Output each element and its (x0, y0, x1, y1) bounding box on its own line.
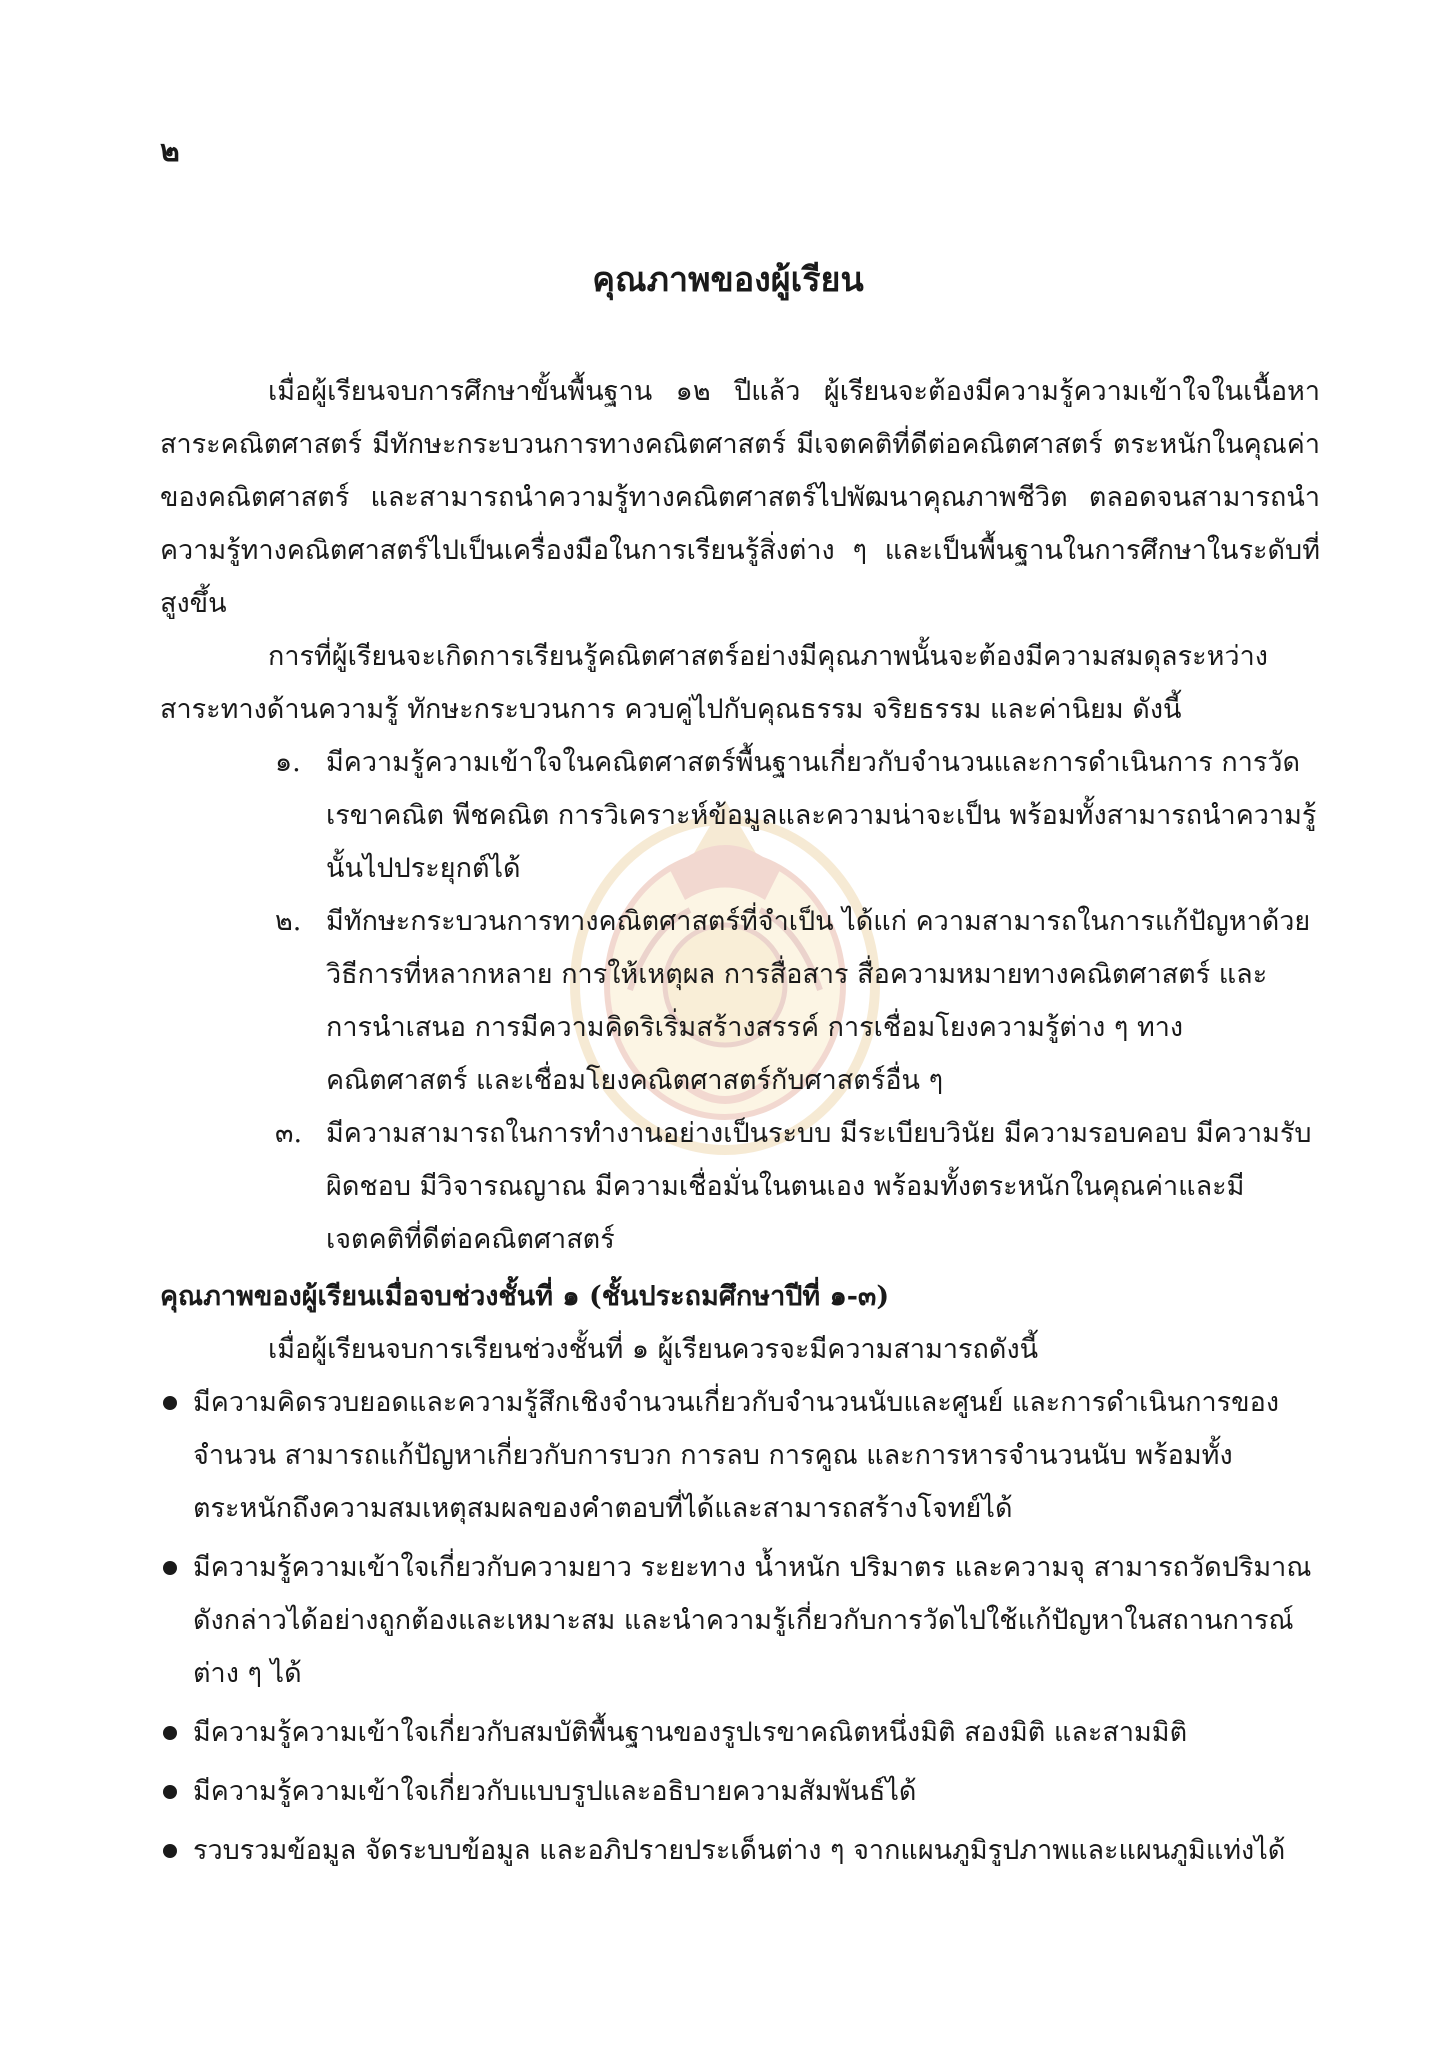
document-body (160, 365, 1320, 1883)
bullet-item-text: รวบรวมข้อมูล จัดระบบข้อมูล และอภิปรายประเด็นต่าง ๆ จากแผนภูมิรูปภาพและแผนภูมิแท่งได้ (193, 1835, 1286, 1866)
bullet-icon (163, 1785, 177, 1799)
bullet-item (160, 1541, 1320, 1700)
page-number: ๒ (160, 134, 180, 169)
section-heading: คุณภาพของผู้เรียนเมื่อจบช่วงชั้นที่ ๑ (ชั้นประถมศึกษาปีที่ ๑-๓) (160, 1281, 890, 1312)
bullet-item-text: มีความรู้ความเข้าใจเกี่ยวกับสมบัติพื้นฐานของรูปเรขาคณิตหนึ่งมิติ สองมิติ และสามมิติ (193, 1717, 1188, 1748)
bullet-icon (163, 1726, 177, 1740)
list-item (275, 1107, 1320, 1266)
intro-paragraph: เมื่อผู้เรียนจบการศึกษาขั้นพื้นฐาน ๑๒ ปีแล้ว ผู้เรียนจะต้องมีความรู้ความเข้าใจในเนื้อหาสาระคณิตศาสตร์ มีทักษะกระบวนการทางคณิตศาสตร์ มีเจตคติที่ดีต่อคณิตศาสตร์ ตระหนักในคุณค่าของคณิตศาสตร์ และสามารถนำความรู้ทางคณิตศาสตร์ไปพัฒนาคุณภาพชีวิต ตลอดจนสามารถนำความรู้ทางคณิตศาสตร์ไปเป็นเครื่องมือในการเรียนรู้สิ่งต่าง ๆ และเป็นพื้นฐานในการศึกษาในระดับที่สูงขึ้น (160, 376, 1320, 619)
section-intro: เมื่อผู้เรียนจบการเรียนช่วงชั้นที่ ๑ ผู้เรียนควรจะมีความสามารถดังนี้ (268, 1334, 1039, 1365)
numbered-list (160, 736, 1320, 1266)
intro-paragraph: การที่ผู้เรียนจะเกิดการเรียนรู้คณิตศาสตร์อย่างมีคุณภาพนั้นจะต้องมีความสมดุลระหว่างสาระทางด้านความรู้ ทักษะกระบวนการ ควบคู่ไปกับคุณธรรม จริยธรรม และค่านิยม ดังนี้ (160, 641, 1268, 725)
list-item-number: ๒. (275, 906, 302, 937)
list-item-text: มีความรู้ความเข้าใจในคณิตศาสตร์พื้นฐานเกี่ยวกับจำนวนและการดำเนินการ การวัด เรขาคณิต พีชคณิต การวิเคราะห์ข้อมูลและความน่าจะเป็น พร้อมทั้งสามารถนำความรู้นั้นไปประยุกต์ได้ (326, 747, 1317, 884)
bullet-item-text: มีความคิดรวบยอดและความรู้สึกเชิงจำนวนเกี่ยวกับจำนวนนับและศูนย์ และการดำเนินการของจำนวน สามารถแก้ปัญหาเกี่ยวกับการบวก การลบ การคูณ และการหารจำนวนนับ พร้อมทั้งตระหนักถึงความสมเหตุสมผลของคำตอบที่ได้และสามารถสร้างโจทย์ได้ (193, 1387, 1280, 1524)
bullet-item (160, 1706, 1320, 1759)
bullet-item-text: มีความรู้ความเข้าใจเกี่ยวกับความยาว ระยะทาง น้ำหนัก ปริมาตร และความจุ สามารถวัดปริมาณดังกล่าวได้อย่างถูกต้องและเหมาะสม และนำความรู้เกี่ยวกับการวัดไปใช้แก้ปัญหาในสถานการณ์ต่าง ๆ ได้ (193, 1552, 1312, 1689)
bullet-icon (163, 1844, 177, 1858)
list-item-text: มีทักษะกระบวนการทางคณิตศาสตร์ที่จำเป็น ได้แก่ ความสามารถในการแก้ปัญหาด้วยวิธีการที่หลากหลาย การให้เหตุผล การสื่อสาร สื่อความหมายทางคณิตศาสตร์ และการนำเสนอ การมีความคิดริเริ่มสร้างสรรค์ การเชื่อมโยงความรู้ต่าง ๆ ทางคณิตศาสตร์ และเชื่อมโยงคณิตศาสตร์กับศาสตร์อื่น ๆ (326, 906, 1311, 1096)
list-item-text: มีความสามารถในการทำงานอย่างเป็นระบบ มีระเบียบวินัย มีความรอบคอบ มีความรับผิดชอบ มีวิจารณญาณ มีความเชื่อมั่นในตนเอง พร้อมทั้งตระหนักในคุณค่าและมีเจตคติที่ดีต่อคณิตศาสตร์ (326, 1118, 1312, 1255)
bullet-item-text: มีความรู้ความเข้าใจเกี่ยวกับแบบรูปและอธิบายความสัมพันธ์ได้ (193, 1776, 917, 1807)
page-title: คุณภาพของผู้เรียน (592, 260, 864, 300)
bullet-icon (163, 1396, 177, 1410)
list-item (275, 895, 1320, 1107)
bullet-item (160, 1376, 1320, 1535)
bullet-icon (163, 1561, 177, 1575)
bullet-item (160, 1824, 1320, 1877)
bullet-item (160, 1765, 1320, 1818)
list-item-number: ๓. (275, 1118, 303, 1149)
list-item (275, 736, 1320, 895)
list-item-number: ๑. (275, 747, 301, 778)
bullet-list (160, 1376, 1320, 1877)
